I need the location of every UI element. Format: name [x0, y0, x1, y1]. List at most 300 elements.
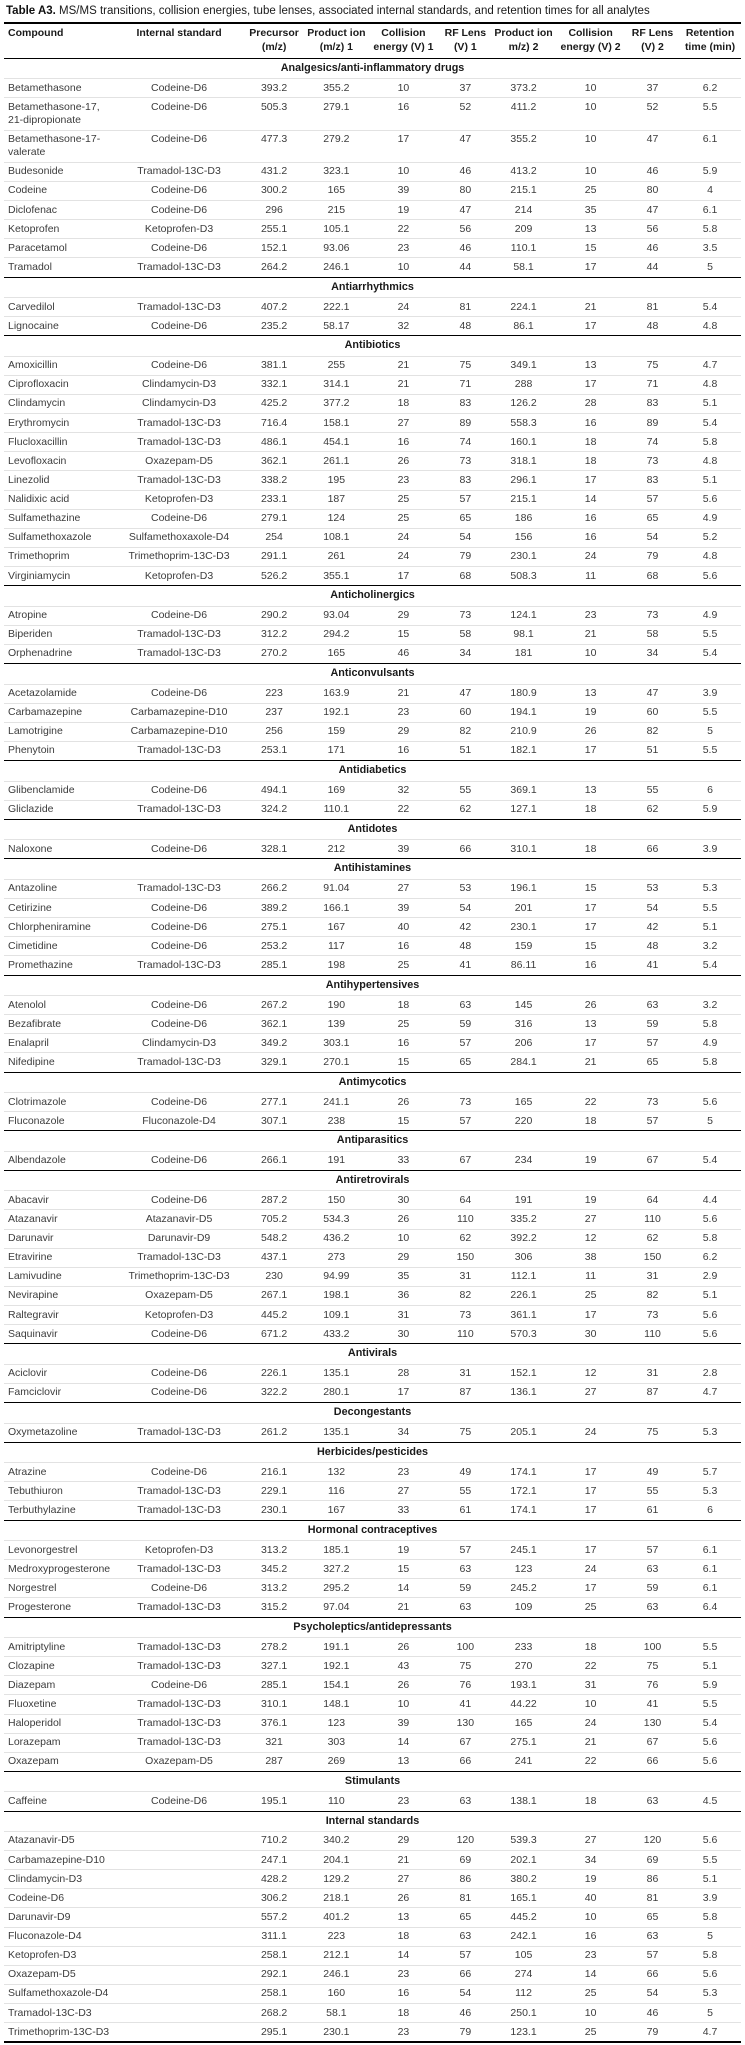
section-header-row	[4, 1344, 741, 1364]
internal-standard-cell: Codeine-D6	[151, 1386, 208, 1399]
rf-lens-2-cell: 47	[646, 133, 659, 146]
retention-time-cell: 6.2	[702, 1251, 718, 1264]
collision-energy-1-cell: 13	[397, 1910, 410, 1923]
internal-standard-cell: Codeine-D6	[151, 609, 208, 622]
rf-lens-1-cell: 31	[459, 1367, 472, 1380]
retention-time-cell: 5.3	[702, 1426, 718, 1439]
retention-time-cell: 5	[707, 260, 713, 273]
internal-standard-cell: Codeine-D6	[151, 1465, 208, 1478]
product-ion-1-cell: 93.06	[323, 241, 350, 254]
table-row	[4, 433, 741, 452]
internal-standard-cell: Tramadol-13C-D3	[137, 647, 221, 660]
internal-standard-cell: Codeine-D6	[151, 184, 208, 197]
compound-cell: Lignocaine	[8, 319, 59, 332]
rf-lens-1-cell: 66	[459, 1755, 472, 1768]
rf-lens-2-cell: 59	[646, 1581, 659, 1594]
compound-cell: Progesterone	[8, 1600, 72, 1613]
rf-lens-1-cell: 63	[459, 1600, 472, 1613]
rf-lens-1-cell: 65	[459, 1910, 472, 1923]
rf-lens-2-cell: 110	[644, 1212, 661, 1225]
rf-lens-1-cell: 48	[459, 319, 472, 332]
collision-energy-1-cell: 23	[397, 1794, 410, 1807]
collision-energy-1-cell: 17	[397, 133, 410, 146]
compound-cell: Clozapine	[8, 1659, 55, 1672]
collision-energy-1-cell: 22	[397, 803, 410, 816]
rf-lens-1-cell: 46	[459, 165, 472, 178]
section-header-row	[4, 1170, 741, 1190]
section-header: Analgesics/anti-inflammatory drugs	[280, 61, 465, 74]
collision-energy-2-cell: 17	[584, 319, 597, 332]
product-ion-2-cell: 186	[514, 512, 533, 525]
product-ion-1-cell: 124	[327, 512, 346, 525]
precursor-mz-cell: 557.2	[260, 1910, 288, 1923]
table-row	[4, 1267, 741, 1286]
precursor-mz-cell: 152.1	[260, 241, 288, 254]
internal-standard-cell: Codeine-D6	[151, 939, 208, 952]
section-header: Antivirals	[347, 1347, 398, 1360]
collision-energy-1-cell: 25	[397, 1017, 410, 1030]
internal-standard-cell: Tramadol-13C-D3	[137, 300, 221, 313]
table-row	[4, 1151, 741, 1170]
retention-time-cell: 4	[707, 184, 713, 197]
collision-energy-2-cell: 15	[584, 939, 597, 952]
compound-cell: Flucloxacillin	[8, 435, 68, 448]
section-header-row	[4, 1617, 741, 1637]
rf-lens-1-cell: 62	[459, 1232, 472, 1245]
rf-lens-1-cell: 87	[459, 1386, 472, 1399]
product-ion-2-cell: 123	[514, 1562, 533, 1575]
rf-lens-2-cell: 73	[646, 454, 659, 467]
product-ion-2-cell: 288	[514, 378, 533, 391]
rf-lens-1-cell: 83	[459, 397, 472, 410]
product-ion-2-cell: 245.1	[510, 1543, 537, 1556]
collision-energy-1-cell: 29	[397, 1251, 410, 1264]
compound-cell: Nevirapine	[8, 1289, 59, 1302]
product-ion-1-cell: 192.1	[323, 706, 350, 719]
retention-time-cell: 5.1	[702, 473, 718, 486]
compound-cell: Ketoprofen	[8, 222, 60, 235]
compound-cell: Ketoprofen-D3	[8, 1949, 77, 1962]
collision-energy-1-cell: 15	[397, 1114, 410, 1127]
collision-energy-1-cell: 29	[397, 1834, 410, 1847]
rf-lens-1-cell: 66	[459, 842, 472, 855]
collision-energy-1-cell: 31	[397, 1308, 410, 1321]
rf-lens-2-cell: 79	[646, 2025, 659, 2038]
rf-lens-1-cell: 86	[459, 1872, 472, 1885]
rf-lens-2-cell: 68	[646, 569, 659, 582]
retention-time-cell: 4.9	[702, 609, 718, 622]
collision-energy-1-cell: 15	[397, 628, 410, 641]
internal-standard-cell: Clindamycin-D3	[141, 397, 217, 410]
compound-cell: Budesonide	[8, 165, 64, 178]
precursor-mz-cell: 230.1	[260, 1503, 288, 1516]
rf-lens-1-cell: 42	[459, 920, 472, 933]
rf-lens-2-cell: 82	[646, 725, 659, 738]
product-ion-2-cell: 44.22	[510, 1697, 537, 1710]
product-ion-1-cell: 454.1	[323, 435, 350, 448]
precursor-mz-cell: 428.2	[260, 1872, 288, 1885]
compound-cell: Levonorgestrel	[8, 1543, 78, 1556]
collision-energy-1-cell: 16	[397, 1036, 410, 1049]
table-row	[4, 918, 741, 937]
compound-cell: Erythromycin	[8, 416, 70, 429]
internal-standard-cell: Tramadol-13C-D3	[137, 1426, 221, 1439]
collision-energy-2-cell: 17	[584, 473, 597, 486]
compound-cell: Fluoxetine	[8, 1697, 57, 1710]
table-row	[4, 1889, 741, 1908]
compound-cell: Atropine	[8, 609, 48, 622]
rf-lens-2-cell: 75	[646, 359, 659, 372]
table-row	[4, 471, 741, 490]
product-ion-2-cell: 445.2	[510, 1910, 537, 1923]
internal-standard-cell: Codeine-D6	[151, 133, 208, 146]
precursor-mz-cell: 486.1	[260, 435, 288, 448]
rf-lens-1-cell: 65	[459, 512, 472, 525]
compound-cell: Bezafibrate	[8, 1017, 62, 1030]
collision-energy-2-cell: 25	[584, 184, 597, 197]
compound-cell: Sulfamethazine	[8, 512, 81, 525]
collision-energy-2-cell: 11	[585, 1270, 597, 1283]
product-ion-1-cell: 165	[327, 647, 346, 660]
internal-standard-cell: Codeine-D6	[151, 998, 208, 1011]
rf-lens-1-cell: 58	[459, 628, 472, 641]
collision-energy-2-cell: 22	[584, 1659, 597, 1672]
rf-lens-2-cell: 58	[646, 628, 659, 641]
table-row	[4, 781, 741, 800]
rf-lens-2-cell: 63	[646, 1600, 659, 1613]
product-ion-2-cell: 105	[514, 1949, 533, 1962]
rf-lens-2-cell: 83	[646, 397, 659, 410]
precursor-mz-cell: 477.3	[260, 133, 288, 146]
collision-energy-2-cell: 19	[584, 1872, 597, 1885]
precursor-mz-cell: 230	[265, 1270, 283, 1283]
compound-cell: Oxazepam	[8, 1755, 59, 1768]
compound-cell: Oxymetazoline	[8, 1426, 78, 1439]
retention-time-cell: 5	[707, 2006, 713, 2019]
product-ion-2-cell: 201	[514, 901, 533, 914]
compound-cell: Haloperidol	[8, 1717, 62, 1730]
section-header: Internal standards	[325, 1814, 420, 1827]
product-ion-1-cell: 123	[327, 1717, 346, 1730]
retention-time-cell: 3.9	[702, 842, 718, 855]
collision-energy-2-cell: 27	[584, 1212, 597, 1225]
internal-standard-cell: Tramadol-13C-D3	[137, 1659, 221, 1672]
retention-time-cell: 5.8	[702, 1017, 718, 1030]
collision-energy-2-cell: 16	[584, 512, 597, 525]
internal-standard-cell: Tramadol-13C-D3	[137, 628, 221, 641]
product-ion-2-cell: 539.3	[510, 1834, 537, 1847]
internal-standard-cell: Carbamazepine-D10	[130, 725, 228, 738]
internal-standard-cell: Clindamycin-D3	[141, 378, 217, 391]
compound-cell: Levofloxacin	[8, 454, 67, 467]
rf-lens-2-cell: 74	[646, 435, 659, 448]
precursor-mz-cell: 312.2	[260, 628, 288, 641]
product-ion-2-cell: 373.2	[510, 81, 537, 94]
collision-energy-2-cell: 14	[584, 493, 597, 506]
rf-lens-2-cell: 82	[646, 1289, 659, 1302]
compound-cell: Ciprofloxacin	[8, 378, 69, 391]
internal-standard-cell: Tramadol-13C-D3	[137, 744, 221, 757]
col-header-precursor-mz: Precursor (m/z)	[249, 27, 299, 54]
rf-lens-1-cell: 57	[459, 1949, 472, 1962]
rf-lens-2-cell: 60	[646, 706, 659, 719]
product-ion-2-cell: 306	[514, 1251, 533, 1264]
precursor-mz-cell: 254	[265, 531, 283, 544]
table-row	[4, 956, 741, 975]
product-ion-1-cell: 163.9	[323, 687, 350, 700]
retention-time-cell: 4.8	[702, 319, 718, 332]
col-header-collision-energy-2: Collision energy (V) 2	[560, 27, 621, 54]
product-ion-1-cell: 148.1	[323, 1697, 350, 1710]
collision-energy-1-cell: 23	[397, 1465, 410, 1478]
collision-energy-2-cell: 19	[584, 706, 597, 719]
product-ion-2-cell: 226.1	[510, 1289, 537, 1302]
retention-time-cell: 5.6	[702, 569, 718, 582]
product-ion-2-cell: 275.1	[510, 1736, 537, 1749]
product-ion-2-cell: 205.1	[510, 1426, 537, 1439]
table-row	[4, 1831, 741, 1850]
collision-energy-2-cell: 17	[584, 1543, 597, 1556]
product-ion-1-cell: 241.1	[323, 1095, 350, 1108]
compound-cell: Diclofenac	[8, 203, 58, 216]
product-ion-2-cell: 220	[514, 1114, 533, 1127]
collision-energy-1-cell: 25	[397, 512, 410, 525]
product-ion-2-cell: 508.3	[510, 569, 537, 582]
collision-energy-2-cell: 18	[584, 1640, 597, 1653]
product-ion-1-cell: 108.1	[323, 531, 350, 544]
rf-lens-2-cell: 57	[646, 1114, 659, 1127]
retention-time-cell: 5.1	[702, 1659, 718, 1672]
collision-energy-2-cell: 21	[584, 1736, 597, 1749]
precursor-mz-cell: 389.2	[260, 901, 288, 914]
product-ion-2-cell: 270	[514, 1659, 533, 1672]
rf-lens-2-cell: 42	[646, 920, 659, 933]
product-ion-1-cell: 166.1	[323, 901, 350, 914]
product-ion-2-cell: 335.2	[510, 1212, 537, 1225]
rf-lens-1-cell: 81	[459, 1891, 472, 1904]
collision-energy-1-cell: 46	[397, 647, 410, 660]
retention-time-cell: 5.5	[702, 100, 718, 113]
rf-lens-1-cell: 73	[459, 1095, 472, 1108]
table-header	[4, 23, 741, 58]
precursor-mz-cell: 275.1	[260, 920, 288, 933]
section-header: Antidiabetics	[338, 764, 407, 777]
product-ion-2-cell: 274	[514, 1968, 533, 1981]
precursor-mz-cell: 267.1	[260, 1289, 288, 1302]
precursor-mz-cell: 291.1	[260, 550, 288, 563]
precursor-mz-cell: 255.1	[260, 222, 288, 235]
table-row	[4, 1714, 741, 1733]
table-row	[4, 1984, 741, 2003]
section-header-row	[4, 1442, 741, 1462]
section-header: Hormonal contraceptives	[307, 1523, 438, 1536]
rf-lens-2-cell: 59	[646, 1017, 659, 1030]
collision-energy-2-cell: 21	[584, 628, 597, 641]
compound-cell: Raltegravir	[8, 1308, 59, 1321]
retention-time-cell: 5.8	[702, 1910, 718, 1923]
collision-energy-1-cell: 39	[397, 842, 410, 855]
table-row	[4, 1501, 741, 1520]
collision-energy-2-cell: 40	[584, 1891, 597, 1904]
rf-lens-1-cell: 63	[459, 998, 472, 1011]
product-ion-2-cell: 210.9	[510, 725, 537, 738]
collision-energy-2-cell: 34	[584, 1853, 597, 1866]
retention-time-cell: 5.5	[702, 1640, 718, 1653]
internal-standard-cell	[115, 1870, 244, 1889]
collision-energy-1-cell: 22	[397, 222, 410, 235]
collision-energy-1-cell: 15	[397, 1562, 410, 1575]
product-ion-2-cell: 165	[514, 1717, 533, 1730]
precursor-mz-cell: 328.1	[260, 842, 288, 855]
table-row	[4, 1015, 741, 1034]
compound-cell: Betamethasone	[8, 81, 82, 94]
collision-energy-1-cell: 17	[397, 569, 410, 582]
precursor-mz-cell: 270.2	[260, 647, 288, 660]
table-row	[4, 684, 741, 703]
rf-lens-2-cell: 73	[646, 609, 659, 622]
collision-energy-2-cell: 17	[584, 901, 597, 914]
collision-energy-1-cell: 16	[397, 100, 410, 113]
rf-lens-2-cell: 49	[646, 1465, 659, 1478]
product-ion-2-cell: 174.1	[510, 1503, 537, 1516]
table-body	[4, 58, 741, 2042]
retention-time-cell: 3.2	[702, 998, 718, 1011]
internal-standard-cell: Codeine-D6	[151, 1367, 208, 1380]
retention-time-cell: 6.1	[702, 133, 718, 146]
collision-energy-2-cell: 18	[584, 1114, 597, 1127]
internal-standard-cell: Codeine-D6	[151, 203, 208, 216]
collision-energy-2-cell: 13	[584, 1017, 597, 1030]
collision-energy-1-cell: 19	[397, 1543, 410, 1556]
internal-standard-cell	[115, 1946, 244, 1965]
rf-lens-1-cell: 44	[459, 260, 472, 273]
section-header: Antiparasitics	[336, 1134, 409, 1147]
internal-standard-cell: Tramadol-13C-D3	[137, 416, 221, 429]
collision-energy-2-cell: 13	[584, 359, 597, 372]
product-ion-1-cell: 436.2	[323, 1232, 350, 1245]
product-ion-1-cell: 198.1	[323, 1289, 350, 1302]
product-ion-2-cell: 124.1	[510, 609, 537, 622]
section-header: Anticholinergics	[330, 589, 415, 602]
collision-energy-1-cell: 24	[397, 550, 410, 563]
table-row	[4, 1965, 741, 1984]
product-ion-2-cell: 160.1	[510, 435, 537, 448]
collision-energy-2-cell: 27	[584, 1386, 597, 1399]
product-ion-2-cell: 180.9	[510, 687, 537, 700]
precursor-mz-cell: 431.2	[260, 165, 288, 178]
product-ion-2-cell: 215.1	[510, 493, 537, 506]
product-ion-2-cell: 191	[514, 1193, 533, 1206]
rf-lens-1-cell: 60	[459, 706, 472, 719]
collision-energy-2-cell: 16	[584, 958, 597, 971]
table-row	[4, 1541, 741, 1560]
product-ion-2-cell: 310.1	[510, 842, 537, 855]
rf-lens-1-cell: 68	[459, 569, 472, 582]
rf-lens-2-cell: 67	[646, 1736, 659, 1749]
collision-energy-2-cell: 21	[584, 1055, 597, 1068]
rf-lens-2-cell: 86	[646, 1872, 659, 1885]
compound-cell: Cimetidine	[8, 939, 58, 952]
rf-lens-1-cell: 130	[456, 1717, 475, 1730]
rf-lens-1-cell: 75	[459, 359, 472, 372]
rf-lens-1-cell: 75	[459, 1426, 472, 1439]
table-row	[4, 258, 741, 277]
collision-energy-2-cell: 23	[584, 1949, 597, 1962]
rf-lens-1-cell: 75	[459, 1659, 472, 1672]
collision-energy-2-cell: 10	[584, 1910, 597, 1923]
col-header-retention-time: Retention time (min)	[684, 27, 736, 54]
table-row	[4, 1210, 741, 1229]
collision-energy-2-cell: 10	[584, 100, 597, 113]
compound-cell: Carvedilol	[8, 300, 55, 313]
retention-time-cell: 4.8	[702, 378, 718, 391]
compound-cell: Trimethoprim-13C-D3	[8, 2025, 110, 2038]
rf-lens-1-cell: 48	[459, 939, 472, 952]
rf-lens-2-cell: 66	[646, 1968, 659, 1981]
collision-energy-1-cell: 10	[397, 1232, 410, 1245]
collision-energy-1-cell: 18	[397, 1930, 410, 1943]
collision-energy-2-cell: 25	[584, 2025, 597, 2038]
collision-energy-2-cell: 23	[584, 609, 597, 622]
precursor-mz-cell: 407.2	[260, 300, 288, 313]
compound-cell: Lamivudine	[8, 1270, 62, 1283]
rf-lens-2-cell: 53	[646, 882, 659, 895]
internal-standard-cell: Atazanavir-D5	[145, 1212, 213, 1225]
section-header-row	[4, 277, 741, 297]
product-ion-1-cell: 93.04	[323, 609, 350, 622]
precursor-mz-cell: 671.2	[260, 1327, 288, 1340]
rf-lens-2-cell: 61	[646, 1503, 659, 1516]
rf-lens-2-cell: 34	[646, 647, 659, 660]
collision-energy-1-cell: 16	[397, 744, 410, 757]
table-row	[4, 1733, 741, 1752]
collision-energy-1-cell: 16	[397, 1987, 410, 2000]
table-row	[4, 1657, 741, 1676]
collision-energy-1-cell: 27	[397, 1484, 410, 1497]
collision-energy-2-cell: 10	[584, 81, 597, 94]
rf-lens-2-cell: 100	[643, 1640, 662, 1653]
compound-cell: Atazanavir	[8, 1212, 58, 1225]
table-row	[4, 1695, 741, 1714]
retention-time-cell: 5.4	[702, 958, 718, 971]
product-ion-1-cell: 91.04	[323, 882, 350, 895]
collision-energy-1-cell: 14	[397, 1581, 410, 1594]
rf-lens-2-cell: 73	[646, 1095, 659, 1108]
table-row	[4, 1463, 741, 1482]
rf-lens-2-cell: 46	[646, 241, 659, 254]
retention-time-cell: 4.5	[702, 1794, 718, 1807]
rf-lens-1-cell: 59	[459, 1017, 472, 1030]
precursor-mz-cell: 295.1	[260, 2025, 288, 2038]
internal-standard-cell: Tramadol-13C-D3	[137, 1055, 221, 1068]
retention-time-cell: 4.7	[702, 2025, 718, 2038]
rf-lens-2-cell: 89	[646, 416, 659, 429]
collision-energy-2-cell: 10	[584, 2006, 597, 2019]
rf-lens-1-cell: 53	[459, 882, 472, 895]
product-ion-1-cell: 230.1	[323, 2025, 350, 2038]
rf-lens-1-cell: 79	[459, 550, 472, 563]
product-ion-1-cell: 269	[327, 1755, 346, 1768]
compound-cell: Etravirine	[8, 1251, 53, 1264]
collision-energy-2-cell: 15	[584, 882, 597, 895]
section-header-row	[4, 1771, 741, 1791]
precursor-mz-cell: 327.1	[260, 1659, 288, 1672]
product-ion-1-cell: 135.1	[323, 1367, 350, 1380]
product-ion-2-cell: 152.1	[510, 1367, 537, 1380]
product-ion-1-cell: 167	[327, 1503, 346, 1516]
rf-lens-1-cell: 64	[459, 1193, 472, 1206]
rf-lens-2-cell: 75	[646, 1426, 659, 1439]
